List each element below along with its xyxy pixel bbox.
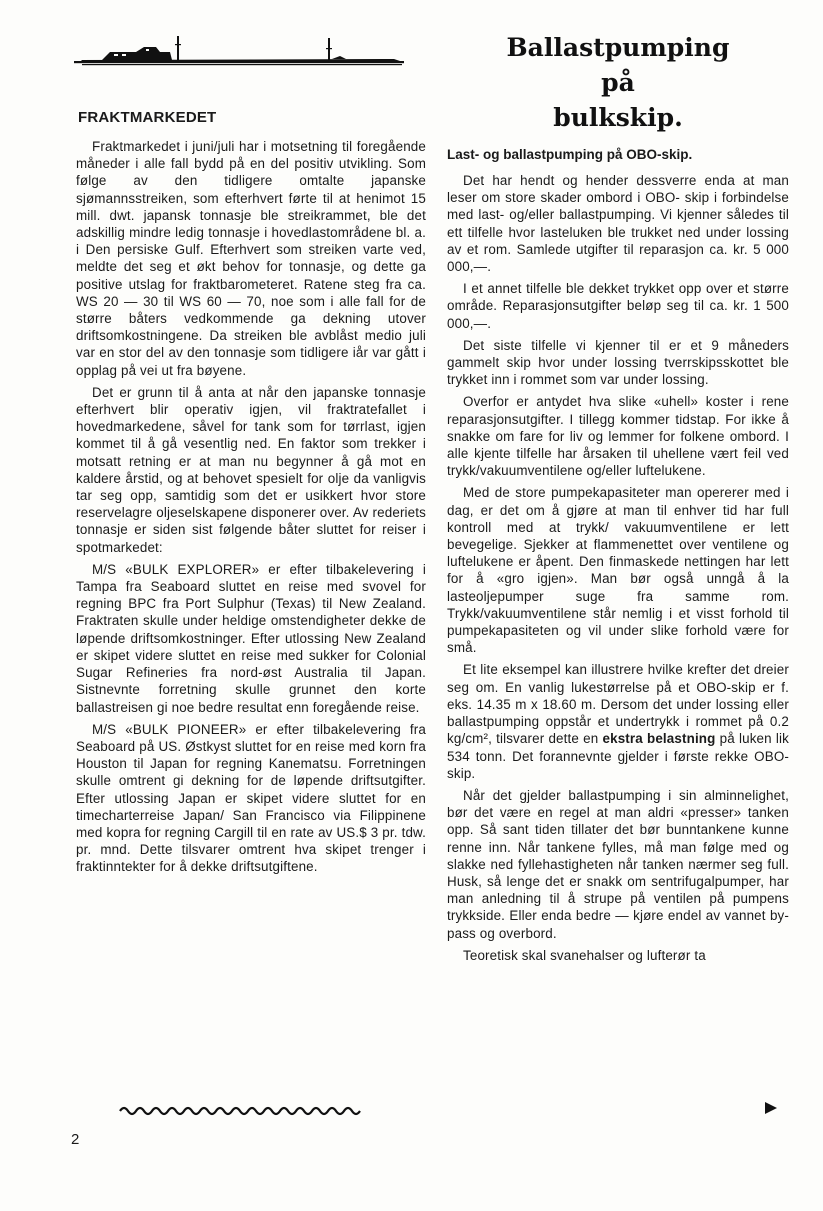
right-column [447,172,789,969]
paragraph: Det siste tilfelle vi kjenner til er et 9 måneders gammelt skip hvor under lossing tverrskipsskottet ble trykket inn i rommet som var under lossing. [447,337,789,388]
title-line: bulkskip. [553,103,683,132]
paragraph: I et annet tilfelle ble dekket trykket opp over et større område. Reparasjonsutgifter beløp seg til ca. kr. 1 500 000,—. [447,281,789,331]
paragraph-text: Et lite eksempel kan illustrere hvilke krefter det dreier seg om. En vanlig lukestørrelse på et OBO-skip er f. eks. 14.35 m x 18.60 m. Dersom det under lossing eller ballastpumping oppstår et undertrykk i rommet på 0.2 kg/cm², tilsvarer dette en [447,662,789,747]
left-column [76,138,426,881]
wavy-divider-icon [118,1104,362,1118]
paragraph: Teoretisk skal svanehalser og lufterør ta [463,947,706,963]
paragraph [447,661,789,781]
ship-silhouette-icon [74,30,404,72]
paragraph-text: på luken lik 534 tonn. Det forannevnte gjelder i første rekke OBO-skip. [447,731,789,781]
paragraph: Fraktmarkedet i juni/juli har i motsetning til foregående måneder i alle fall bydd på en del positiv utvikling. Som følge av den tidligere omtalte japanske sjømannsstreiken, som efterhvert førte til at henimot 15 mill. dwt. japansk tonnasje ble streikrammet, ble det adskillig mindre ledig tonnasje i hovedlastområdene bl. a. i Den persiske Gulf. Efterhvert som streiken varte ved, meldte det seg et økt behov for tonnasje, og dette ga positive utslag for fraktbarometeret. Ratene steg fra ca. WS 20 — 30 til WS 60 — 70, noe som i alle fall for de større båters vedkommende ga dekning utover driftsomkostningene. Da streiken ble avblåst medio juli var en stor del av den tonnasje som tidligere iår var gått i opplag på vei ut fra bøyene. [76,139,426,378]
paragraph: M/S «BULK EXPLORER» er efter tilbakelevering i Tampa fra Seaboard sluttet en reise med svovel for regning BPC fra Port Sulphur (Texas) til New Zealand. Fraktraten skulle under heldige omstendigheter dekke de løpende driftsomkostninger. Efter utlossing New Zealand er skipet videre sluttet en reise med sukker for Colonial Sugar Refineries fra nord-øst Australia til Japan. Sistnevnte forretning skulle grunnet den korte ballastreisen gi noe bedre resultat enn foregående reise. [76,561,426,715]
paragraph: M/S «BULK PIONEER» er efter tilbakelevering fra Seaboard på US. Østkyst sluttet for en reise med korn fra Houston til Japan for regning Kanematsu. Forretningen skulle omtrent gi dekning for de løpende driftsutgifter. Efter utlossing Japan er skipet videre sluttet for en timecharterreise Japan/ San Francisco via Filippinene med kopra for regning Cargill til en rate av US.$ 3 pr. tdw. pr. mnd. Dette tilsvarer omtrent hva skipet trenger i fraktinntekter for å dekke driftsutgiftene. [76,721,426,875]
emphasis-text: ekstra belastning [602,731,716,747]
paragraph: Overfor er antydet hva slike «uhell» koster i rene reparasjonsutgifter. I tillegg kommer tidstap. For ikke å snakke om fare for liv og lemmer for folkene ombord. I alle kjente tilfelle har årsaken til uhellene vært feil ved trykk/vakuumventilene og/eller luftelukene. [447,394,789,479]
paragraph: Med de store pumpekapasiteter man opererer med i dag, er det om å gjøre at man til enhver tid har full kontroll med at trykk/ vakuumventilene er lett bevegelige. Sjekker at flammenettet over ventilene og luftelukene er åpent. Den finmaskede nettingen har lett for å «gro igjen». Man bør også unngå å la lasteoljepumper suge fra samme rom. Trykk/vakuumventilene står nemlig i et visst forhold til pumpekapasiteten og vil under slike forhold være for små. [447,485,789,656]
triangle-right-icon [764,1101,778,1115]
section-heading: FRAKTMARKEDET [78,109,217,126]
article-title [447,30,789,135]
page-number: 2 [71,1131,80,1148]
paragraph: Når det gjelder ballastpumping i sin alminnelighet, bør det være en regel at man aldri «presser» tanken opp. Så sant tiden tillater det bør bunntankene kunne renne inn. Når tankene fylles, må man følge med og slakke ned fyllehastigheten når tanken nærmer seg full. Husk, så lenge det er snakk om sentrifugalpumper, har man anledning til å strupe på ventilen på pumpens trykkside. Eller enda bedre — kjøre endel av vannet by-pass og overbord. [447,787,789,941]
article-subheading: Last- og ballastpumping på OBO-skip. [447,147,693,162]
title-line: Ballastpumping [506,33,730,62]
title-line: på [601,68,635,97]
paragraph: Det er grunn til å anta at når den japanske tonnasje efterhvert blir operativ igjen, vil fraktratefallet i hovedmarkedene, såvel for tank som for tørrlast, igjen kommet til å gå vesentlig ned. En faktor som trekker i motsatt retning er at man nu begynner å gå mot en kaldere årstid, og at behovet spesielt for olje da vanligvis tar seg opp, samtidig som det er usikkert hvor store reservelagre oljeselskapene disponerer over. Av rederiets tonnasje er siden sist følgende båter sluttet for reiser i spotmarkedet: [76,384,426,555]
paragraph: Det har hendt og hender dessverre enda at man leser om store skader ombord i OBO- skip i forbindelse med last- og/eller ballastpumping. Vi kjenner således til ett tilfelle hvor lasteluken ble trukket ned under lossing av et rom. Samlede utgifter til reparasjon ca. kr. 5 000 000,—. [447,173,789,275]
